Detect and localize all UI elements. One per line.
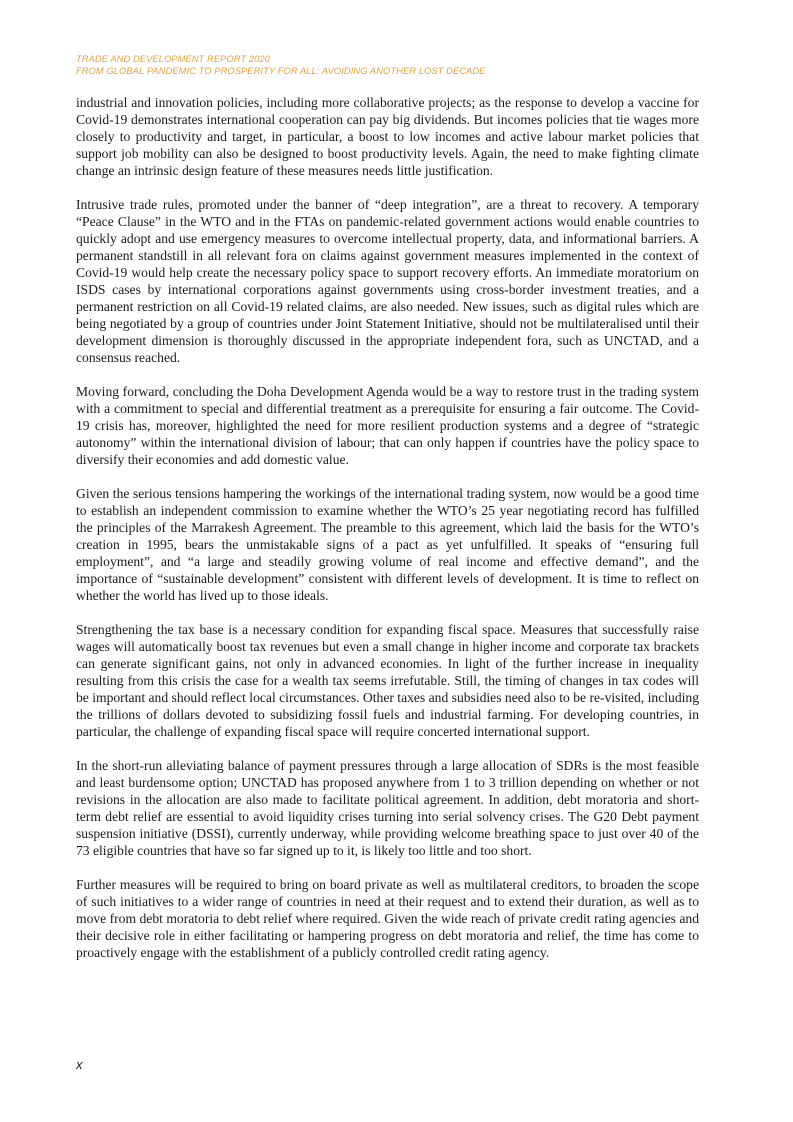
paragraph: In the short-run alleviating balance of payment pressures through a large allocation of SDRs is the most feasible and least burdensome option; UNCTAD has proposed anywhere from 1 to 3 trillion depending on whether or not revisions in the allocation are also made to facilitate political agreement. In addition, debt moratoria and short-term debt relief are essential to avoid liquidity crises turning into serial solvency crises. The G20 Debt payment suspension initiative (DSSI), currently underway, while providing welcome breathing space to just over 40 of the 73 eligible countries that have so far signed up to it, is likely too little and too short. xyxy=(76,758,699,858)
page-number: x xyxy=(76,1057,83,1072)
report-subtitle: FROM GLOBAL PANDEMIC TO PROSPERITY FOR ALL: AVOIDING ANOTHER LOST DECADE xyxy=(76,66,486,76)
report-title: TRADE AND DEVELOPMENT REPORT 2020 xyxy=(76,54,270,64)
paragraph: Further measures will be required to bring on board private as well as multilateral creditors, to broaden the scope of such initiatives to a wider range of countries in need at their request and to extend their duration, as well as to move from debt moratoria to debt relief where required. Given the wide reach of private credit rating agencies and their decisive role in either facilitating or hampering progress on debt moratoria and relief, the time has come to proactively engage with the establishment of a publicly controlled credit rating agency. xyxy=(76,877,699,960)
paragraph: Given the serious tensions hampering the workings of the international trading system, now would be a good time to establish an independent commission to examine whether the WTO’s 25 year negotiating record has fulfilled the principles of the Marrakesh Agreement. The preamble to this agreement, which laid the basis for the WTO’s creation in 1995, bears the unmistakable signs of a pact as yet unfulfilled. It speaks of “ensuring full employment”, and “a large and steadily growing volume of real income and effective demand”, and the importance of “sustainable development” consistent with different levels of development. It is time to reflect on whether the world has lived up to those ideals. xyxy=(76,486,699,603)
running-header xyxy=(76,53,716,77)
paragraph: Intrusive trade rules, promoted under the banner of “deep integration”, are a threat to recovery. A temporary “Peace Clause” in the WTO and in the FTAs on pandemic-related government actions would enable countries to quickly adopt and use emergency measures to overcome intellectual property, data, and informational barriers. A permanent standstill in all relevant fora on claims against government measures implemented in the context of Covid-19 would help create the necessary policy space to support recovery efforts. An immediate moratorium on ISDS cases by international corporations against governments using cross-border investment treaties, and a permanent restriction on all Covid-19 related claims, are also needed. New issues, such as digital rules which are being negotiated by a group of countries under Joint Statement Initiative, should not be multilateralised until their development dimension is thoroughly discussed in the appropriate independent fora, such as UNCTAD, and a consensus reached. xyxy=(76,197,699,365)
paragraph: Strengthening the tax base is a necessary condition for expanding fiscal space. Measures that successfully raise wages will automatically boost tax revenues but even a small change in higher income and corporate tax brackets can generate significant gains, not only in advanced economies. In light of the further increase in inequality resulting from this crisis the case for a wealth tax seems irrefutable. Still, the timing of changes in tax codes will be important and should reflect local circumstances. Other taxes and subsidies need also to be re-visited, including the trillions of dollars devoted to subsidizing fossil fuels and industrial farming. For developing countries, in particular, the challenge of expanding fiscal space will require concerted international support. xyxy=(76,622,699,739)
paragraph: Moving forward, concluding the Doha Development Agenda would be a way to restore trust in the trading system with a commitment to special and differential treatment as a prerequisite for ensuring a fair outcome. The Covid-19 crisis has, moreover, highlighted the need for more resilient production systems and a degree of “strategic autonomy” within the international division of labour; that can only happen if countries have the policy space to diversify their economies and add domestic value. xyxy=(76,384,699,467)
paragraph: industrial and innovation policies, including more collaborative projects; as the response to develop a vaccine for Covid-19 demonstrates international cooperation can pay big dividends. But incomes policies that tie wages more closely to productivity and target, in particular, a boost to low incomes and active labour market policies that support job mobility can also be designed to boost productivity levels. Again, the need to make fighting climate change an intrinsic design feature of these measures needs little justification. xyxy=(76,95,699,178)
body-text xyxy=(76,94,699,978)
